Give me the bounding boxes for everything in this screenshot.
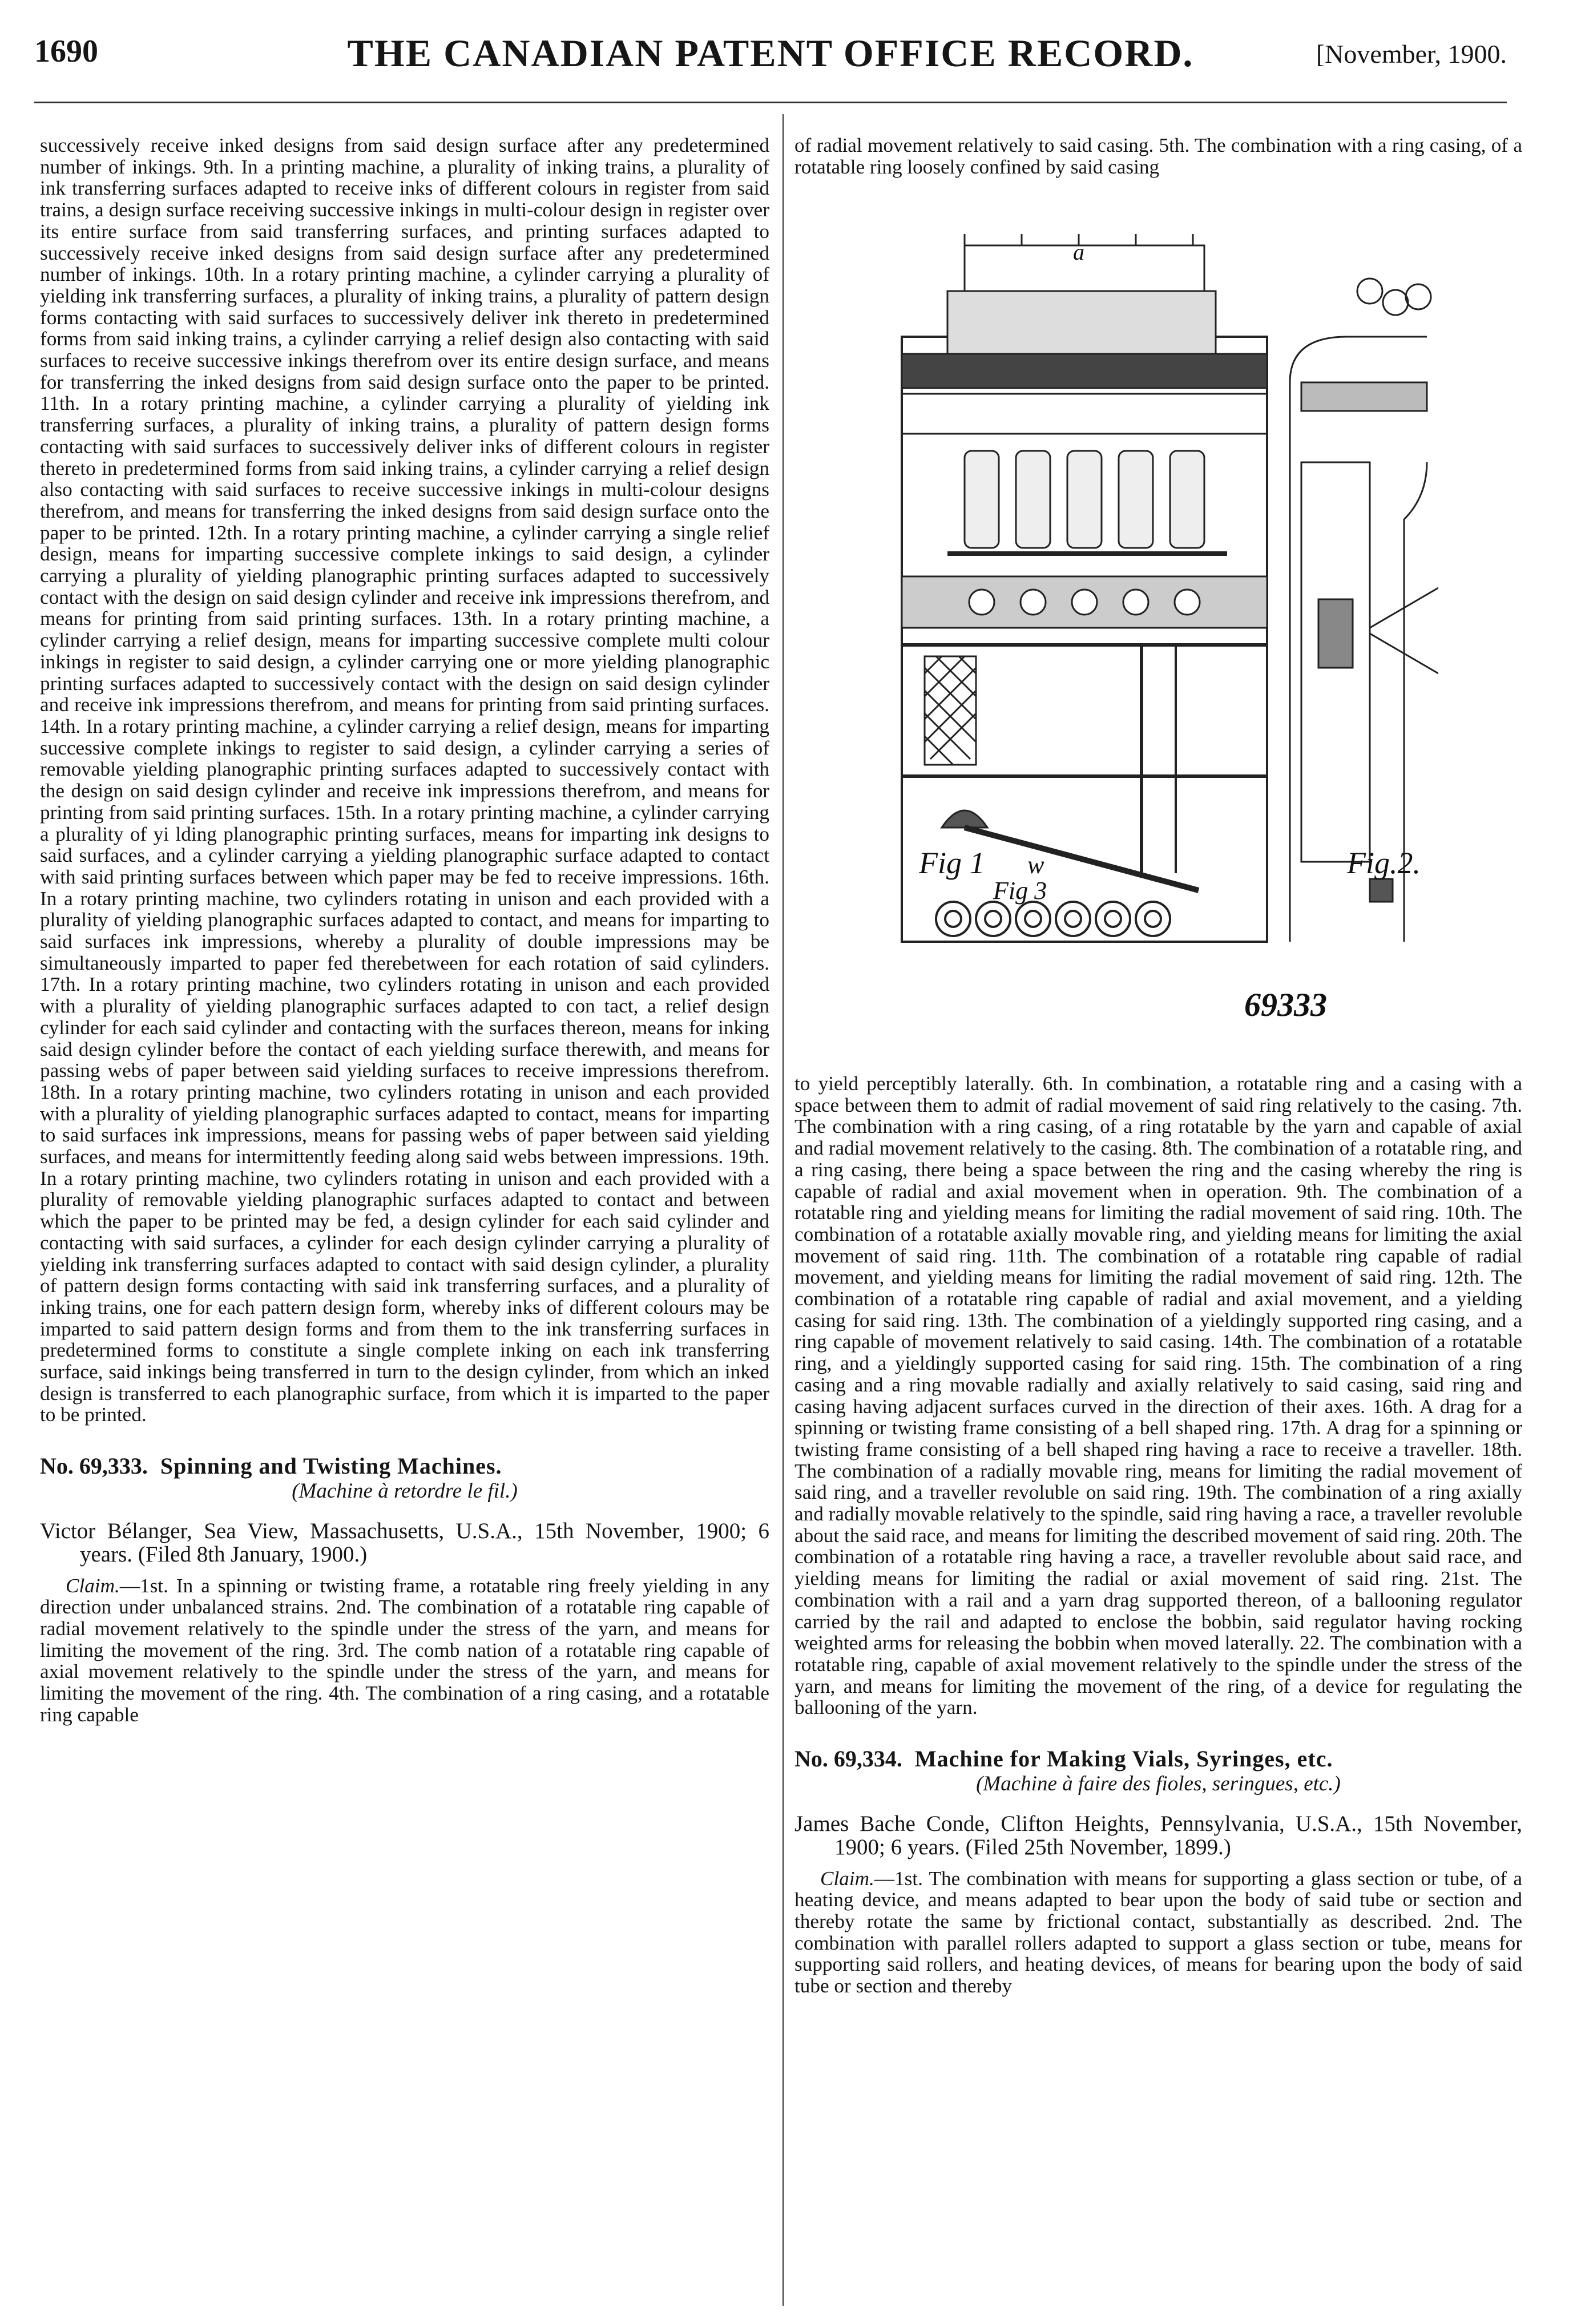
drawing-patent-number: 69333 (1244, 986, 1327, 1023)
header-rule (34, 102, 1507, 103)
continued-claims: to yield perceptibly laterally. 6th. In combination, a rotatable ring and a casing with a space between them to admit of radial movement of said ring relatively to the casing. 7th. The combination with a ring casing, of a ring rotatable by the yarn and capable of axial and radial movement relatively to the casing. 8th. The combination of a rotatable ring, and a ring casing, there being a space between the ring and the casing whereby the ring is capable of radial and axial movement when in operation. 9th. The combination of a rotatable ring and yielding means for limiting the radial movement of said ring. 10th. The combination of a rotatable axially movable ring, and yielding means for limiting the axial movement of said ring. 11th. The combination of a rotatable ring capable of radial movement, and yielding means for limiting the radial movement of said ring. 12th. The combination of a rotatable ring capable of radial and axial movement, and a yielding casing for said ring. 13th. The combination of a yieldingly supported ring casing, and a ring capable of movement relatively to said casing. 14th. The combination of a rotatable ring, and a yieldingly supported casing for said ring. 15th. The combination of a ring casing and a ring movable radially and axially relatively to said casing, said ring and casing having adjacent surfaces curved in the direction of their axes. 16th. A drag for a spinning or twisting frame consisting of a bell shaped ring. 17th. A drag for a spinning or twisting frame consisting of a bell shaped ring having a race to receive a traveller. 18th. The combination of a radially movable ring, means for limiting the radial movement of said ring, and a traveller revoluble on said ring. 19th. The combination of a ring axially and radially movable relatively to the spindle, said ring having a race, a traveller revoluble about the said race, and means for limiting the described movement of said ring. 20th. The combination of a rotatable ring having a race, a traveller revoluble about said race, and yielding means for limiting the radial or axial movement of said ring. 21st. The combination with a rail and a yarn drag supported thereon, of a ballooning regulator carried by the rail and adapted to enclose the bobbin, said regulator having rocking weighted arms for releasing the bobbin when moved laterally. 22. The combination with a rotatable ring, capable of axial movement relatively to the spindle under the stress of the yarn, and means for limiting the movement of the ring, of a device for regulating the ballooning of the yarn. (794, 1072, 1522, 1719)
french-title: (Machine à faire des fioles, seringues, etc.) (976, 1772, 1341, 1796)
claim-label: Claim. (820, 1867, 874, 1890)
ref-w: w (1027, 851, 1044, 879)
ref-a: a (1073, 239, 1084, 265)
patent-drawing (879, 234, 1438, 1033)
claims-69333 (40, 1575, 769, 1726)
fig2-label: Fig.2. (1347, 846, 1421, 880)
page-number: 1690 (34, 34, 98, 69)
page-header (34, 27, 1507, 84)
column-divider (783, 114, 784, 2306)
patent-title: Machine for Making Vials, Syringes, etc. (914, 1746, 1333, 1772)
claims-69334 (794, 1868, 1522, 1997)
issue-date: [November, 1900. (1316, 39, 1507, 68)
inventor-line: James Bache Conde, Clifton Heights, Pennsylvania, U.S.A., 15th November, 1900; 6 years. (Filed 25th November, 1899.) (794, 1811, 1522, 1859)
fig1-label: Fig 1 (919, 846, 985, 880)
patent-number: No. 69,333. (40, 1453, 148, 1479)
right-column-bottom (794, 1073, 1522, 1997)
claim-text: —1st. In a spinning or twisting frame, a rotatable ring freely yielding in any direction under unbalanced strains. 2nd. The combination of a rotatable ring capable of radial movement relatively to the spindle under the stress of the yarn, and means for limiting the movement of the ring. 3rd. The comb nation of a rotatable ring capable of axial movement relatively to the spindle under the stress of the yarn, and means for limiting the movement of the ring. 4th. The combination of a ring casing, and a rotatable ring capable (40, 1574, 769, 1726)
continued-claims-top: of radial movement relatively to said casing. 5th. The combination with a ring casing, of a rotatable ring loosely confined by said casing (794, 134, 1522, 178)
fig3-label: Fig 3 (993, 877, 1047, 905)
publication-title: THE CANADIAN PATENT OFFICE RECORD. (347, 31, 1194, 75)
claim-text: —1st. The combination with means for supporting a glass section or tube, of a heating device, and means adapted to bear upon the body of said tube or section and thereby rotate the same by frictional contact, substantially as described. 2nd. The combination with parallel rollers adapted to support a glass section or tube, means for supporting said rollers, and heating devices, of means for bearing upon the body of said tube or section and thereby (794, 1867, 1522, 1998)
claim-label: Claim. (66, 1574, 120, 1597)
french-title: (Machine à retordre le fil.) (292, 1479, 518, 1503)
left-column (40, 135, 769, 1726)
continuation-claims: successively receive inked designs from said design surface after any predetermined number of inkings. 9th. In a printing machine, a plurality of inking trains, a plurality of ink transferring surfaces adapted to receive inks of different colours in register from said trains, a design surface receiving successive inkings in multi-colour design in register over its entire surface from said transferring surfaces, and printing surfaces adapted to successively receive inked designs from said design surface after any predetermined number of inkings. 10th. In a rotary printing machine, a cylinder carrying a plurality of yielding ink transferring surfaces, a plurality of inking trains, a plurality of pattern design forms contacting with said surfaces to successively deliver ink thereto in predetermined forms from said inking trains, a cylinder carrying a relief design also contacting with said surfaces to receive successive inkings therefrom over its entire design surface, and means for transferring the inked designs from said design surface onto the paper to be printed. 11th. In a rotary printing machine, a cylinder carrying a plurality of yielding ink transferring surfaces, a plurality of inking trains, a plurality of pattern design forms contacting with said surfaces to successively deliver inks of different colours in register thereto in predetermined forms from said inking trains, a cylinder carrying a relief design also contacting with said surfaces to receive successive inkings in multi-colour designs therefrom, and means for transferring the inked designs from said design surface onto the paper to be printed. 12th. In a rotary printing machine, a cylinder carrying a single relief design, means for imparting successive complete inkings to said design, a cylinder carrying a plurality of yielding planographic printing surfaces adapted to successively contact with the design on said design cylinder and receive ink impressions therefrom, and means for printing from said printing surfaces. 13th. In a rotary printing machine, a cylinder carrying a relief design, means for imparting successive complete multi colour inkings in register to said design, a cylinder carrying one or more yielding planographic printing surfaces adapted to successively contact with the design on said design cylinder and receive ink impressions therefrom, and means for printing from said printing surfaces. 14th. In a rotary printing machine, a cylinder carrying a relief design, means for imparting successive complete inkings to register to said design, a cylinder carrying a series of removable yielding planographic printing surfaces adapted to successively contact with the design on said design cylinder and receive ink impressions therefrom, and means for printing from said printing surfaces. 15th. In a rotary printing machine, a cylinder carrying a plurality of yi lding planographic printing surfaces, means for imparting ink designs to said surfaces, and a cylinder carrying a yielding planographic surface adapted to contact with said printing surfaces between which paper may be fed to receive impressions. 16th. In a rotary printing machine, two cylinders rotating in unison and each provided with a plurality of yielding planographic surfaces adapted to contact, and means for imparting to said surfaces ink impressions, whereby a plurality of double impressions may be simultaneously imparted to paper fed therebetween for each rotation of said cylinders. 17th. In a rotary printing machine, two cylinders rotating in unison and each provided with a plurality of yielding planographic surfaces adapted to con tact, a relief design cylinder for each said cylinder and contacting with the surfaces thereon, means for inking said design cylinder before the contact of each yielding surface therewith, and means for passing webs of paper between said yielding surfaces to receive impressions therefrom. 18th. In a rotary printing machine, two cylinders rotating in unison and each provided with a plurality of yielding planographic surfaces adapted to contact, means for imparting to said surfaces ink impressions, means for passing webs of paper between said yielding surfaces, and means for intermittently feeding along said webs between impressions. 19th. In a rotary printing machine, two cylinders rotating in unison and each provided with a plurality of removable yielding planographic surfaces adapted to contact and between which the paper to be printed may be fed, a design cylinder for each said cylinder and contacting with said surfaces, a cylinder for each design cylinder carrying a plurality of yielding ink transferring surfaces adapted to contact with said design cylinder, a plurality of pattern design forms contacting with said ink transferring surfaces, and a plurality of inking trains, one for each pattern design form, whereby inks of different colours may be imparted to said pattern design forms and from them to the ink transferring surfaces in predetermined forms to constitute a single complete inking on each ink transferring surface, said inkings being transferred in turn to the design cylinder, from which an inked design is transferred to each planographic surface, from which it is imparted to the paper to be printed. (40, 134, 769, 1426)
right-column-top (794, 135, 1522, 177)
patent-heading-69334 (794, 1748, 1522, 1770)
patent-number: No. 69,334. (794, 1746, 902, 1772)
patent-heading-69333 (40, 1455, 769, 1477)
patent-title: Spinning and Twisting Machines. (160, 1453, 502, 1479)
inventor-line: Victor Bélanger, Sea View, Massachusetts, U.S.A., 15th November, 1900; 6 years. (Filed 8th January, 1900.) (40, 1518, 769, 1567)
